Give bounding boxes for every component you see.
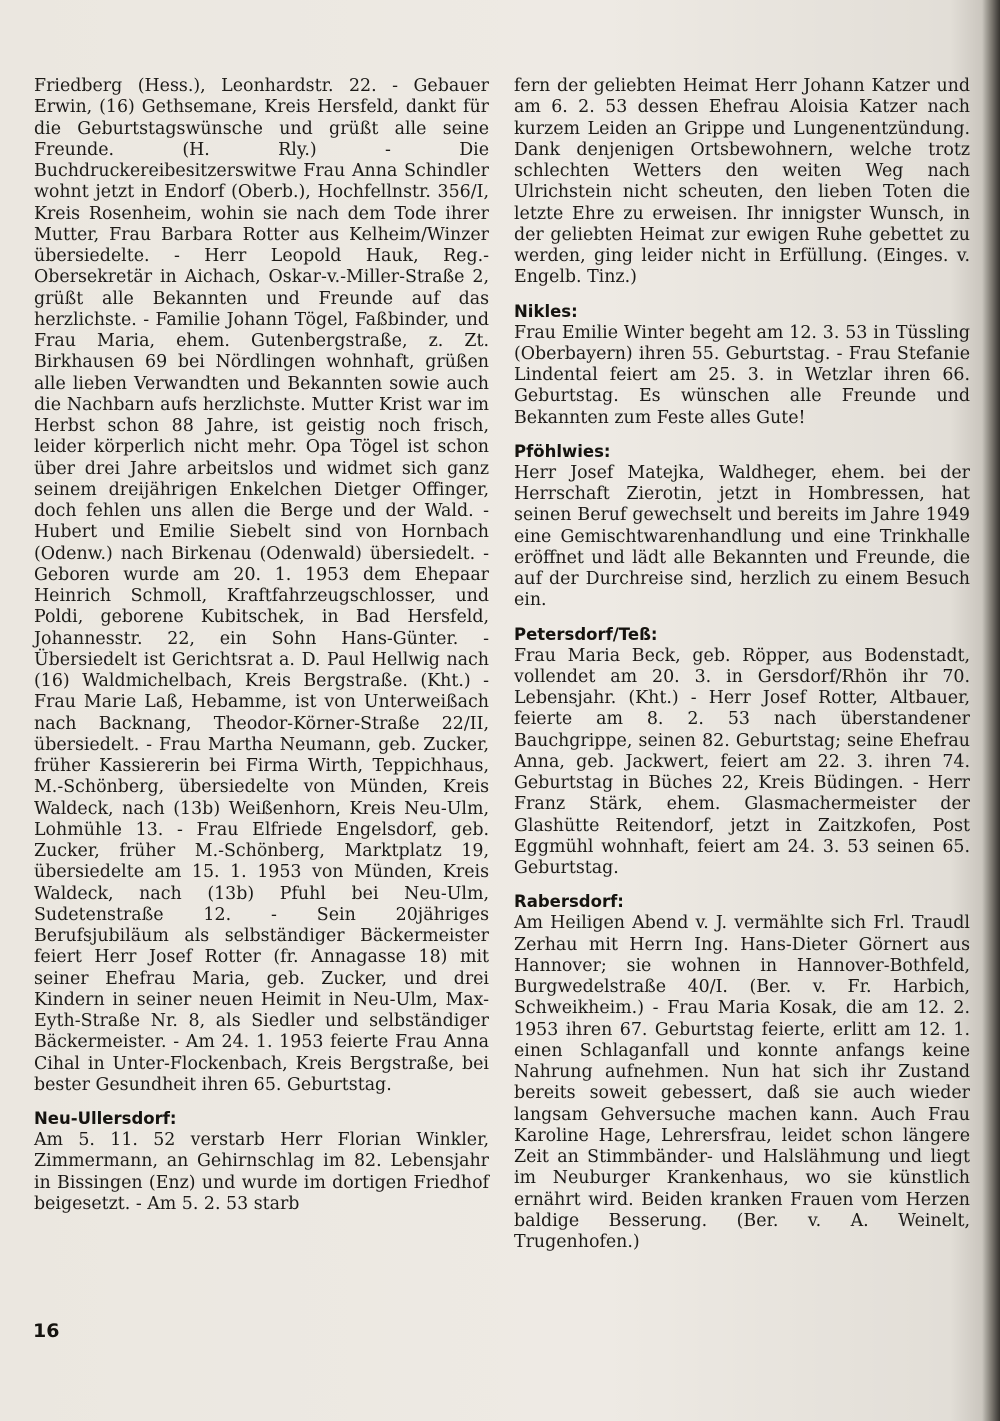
section-text-neu-ullersdorf: Am 5. 11. 52 verstarb Herr Florian Winkler, Zimmermann, an Gehirnschlag im 82. Lebensjahr in Bissingen (Enz) und wurde im dortigen Friedhof beigesetzt. - Am 5. 2. 53 starb — [34, 1130, 489, 1214]
section-heading-neu-ullersdorf: Neu-Ullersdorf: — [34, 1109, 177, 1128]
section-text-pfoehlwies: Herr Josef Matejka, Waldheger, ehem. bei der Herrschaft Zierotin, jetzt in Hombressen, hat seinen Beruf gewechselt und bereits im Jahre 1949 eine Gemischtwarenhandlung und eine Trinkhalle eröffnet und lädt alle Bekannten und Freunde, die auf der Durchreise sind, herzlich zu einem Besuch ein. — [514, 462, 970, 611]
section-heading-petersdorf-tess: Petersdorf/Teß: — [514, 624, 658, 644]
section-text-petersdorf-tess: Frau Maria Beck, geb. Röpper, aus Bodenstadt, vollendet am 20. 3. in Gersdorf/Rhön ihr 70. Lebensjahr. (Kht.) - Herr Josef Rotter, Altbauer, feierte am 8. 2. 53 nach überstandener Bauchgrippe, seinen 82. Geburtstag; seine Ehefrau Anna, geb. Jackwert, feiert am 22. 3. ihren 74. Geburtstag in Büches 22, Kreis Büdingen. - Herr Franz Stärk, ehem. Glasmachermeister der Glashütte Reitendorf, jetzt in Zaitzkofen, Post Eggmühl wohnhaft, feiert am 24. 3. 53 seinen 65. Geburtstag. — [514, 645, 970, 878]
right-column — [514, 76, 970, 1253]
left-intro-paragraph: Friedberg (Hess.), Leonhardstr. 22. - Gebauer Erwin, (16) Gethsemane, Kreis Hersfeld, dankt für die Geburtstagswünsche und grüßt alle seine Freunde. (H. Rly.) - Die Buchdruckereibesitzerswitwe Frau Anna Schindler wohnt jetzt in Endorf (Oberb.), Hochfellnstr. 356/I, Kreis Rosenheim, wohin sie nach dem Tode ihrer Mutter, Frau Barbara Rotter aus Kelheim/Winzer übersiedelte. - Herr Leopold Hauk, Reg.-Obersekretär in Aichach, Oskar-v.-Miller-Straße 2, grüßt alle Bekannten und Freunde auf das herzlichste. - Familie Johann Tögel, Faßbinder, und Frau Maria, ehem. Gutenbergstraße, z. Zt. Birkhausen 69 bei Nördlingen wohnhaft, grüßen alle lieben Verwandten und Bekannten sowie auch die Nachbarn aufs herzlichste. Mutter Krist war im Herbst schon 88 Jahre, ist geistig noch frisch, leider körperlich nicht mehr. Opa Tögel ist schon über drei Jahre arbeitslos und widmet sich ganz seinem dreijährigen Enkelchen Dietger Offinger, doch fehlen uns allen die Berge und der Wald. - Hubert und Emilie Siebelt sind von Hornbach (Odenw.) nach Birkenau (Odenwald) übersiedelt. - Geboren wurde am 20. 1. 1953 dem Ehepaar Heinrich Schmoll, Kraftfahrzeugschlosser, und Poldi, geborene Kubitschek, in Bad Hersfeld, Johannesstr. 22, ein Sohn Hans-Günter. - Übersiedelt ist Gerichtsrat a. D. Paul Hellwig nach (16) Waldmichelbach, Kreis Bergstraße. (Kht.) - Frau Marie Laß, Hebamme, ist von Unterweißach nach Backnang, Theodor-Körner-Straße 22/II, übersiedelt. - Frau Martha Neumann, geb. Zucker, früher Kassiererin bei Firma Wirth, Teppichhaus, M.-Schönberg, übersiedelte von Münden, Kreis Waldeck, nach (13b) Weißenhorn, Kreis Neu-Ulm, Lohmühle 13. - Frau Elfriede Engelsdorf, geb. Zucker, früher M.-Schönberg, Marktplatz 19, übersiedelte am 15. 1. 1953 von Münden, Kreis Waldeck, nach (13b) Pfuhl bei Neu-Ulm, Sudetenstraße 12. - Sein 20jähriges Berufsjubiläum als selbständiger Bäckermeister feiert Herr Josef Rotter (fr. Annagasse 18) mit seiner Ehefrau Maria, geb. Zucker, und drei Kindern in seiner neuen Heimit in Neu-Ulm, Max-Eyth-Straße Nr. 8, als Siedler und selbständiger Bäckermeister. - Am 24. 1. 1953 feierte Frau Anna Cihal in Unter-Flockenbach, Kreis Bergstraße, bei bester Gesundheit ihren 65. Geburtstag. — [34, 76, 489, 1095]
section-text-nikles: Frau Emilie Winter begeht am 12. 3. 53 in Tüssling (Oberbayern) ihren 55. Geburtstag. - Frau Stefanie Lindental feiert am 25. 3. in Wetzlar ihren 66. Geburtstag. Es wünschen alle Freunde und Bekannten zum Feste alles Gute! — [514, 322, 970, 428]
section-heading-nikles: Nikles: — [514, 301, 578, 321]
right-intro-paragraph: fern der geliebten Heimat Herr Johann Katzer und am 6. 2. 53 dessen Ehefrau Aloisia Katzer nach kurzem Leiden an Grippe und Lungenentzündung. Dank denjenigen Ortsbewohnern, welche trotz schlechten Wetters den weiten Weg nach Ulrichstein nicht scheuten, den lieben Toten die letzte Ehre zu erweisen. Ihr innigster Wunsch, in der geliebten Heimat zur ewigen Ruhe gebettet zu werden, ging leider nicht in Erfüllung. (Einges. v. Engelb. Tinz.) — [514, 76, 970, 288]
left-column — [34, 76, 489, 1215]
section-heading-pfoehlwies: Pföhlwies: — [514, 441, 611, 461]
page-edge-shadow — [982, 0, 1000, 1421]
section-text-rabersdorf: Am Heiligen Abend v. J. vermählte sich Frl. Traudl Zerhau mit Herrn Ing. Hans-Dieter Görnert aus Hannover; sie wohnen in Hannover-Bothfeld, Burgwedelstraße 40/I. (Ber. v. Fr. Harbich, Schweikheim.) - Frau Maria Kosak, die am 12. 2. 1953 ihren 67. Geburtstag feierte, erlitt am 12. 1. einen Schlaganfall und konnte anfangs keine Nahrung aufnehmen. Nun hat sich ihr Zustand bereits soweit gebessert, daß sie auch wieder langsam Gehversuche machen kann. Auch Frau Karoline Hage, Lehrersfrau, leidet schon längere Zeit an Stimmbänder- und Halslähmung und liegt im Neuburger Krankenhaus, wo sie künstlich ernährt wird. Beiden kranken Frauen vom Herzen baldige Besserung. (Ber. v. A. Weinelt, Trugenhofen.) — [514, 913, 970, 1252]
section-heading-rabersdorf: Rabersdorf: — [514, 892, 624, 912]
page-number: 16 — [33, 1320, 60, 1342]
